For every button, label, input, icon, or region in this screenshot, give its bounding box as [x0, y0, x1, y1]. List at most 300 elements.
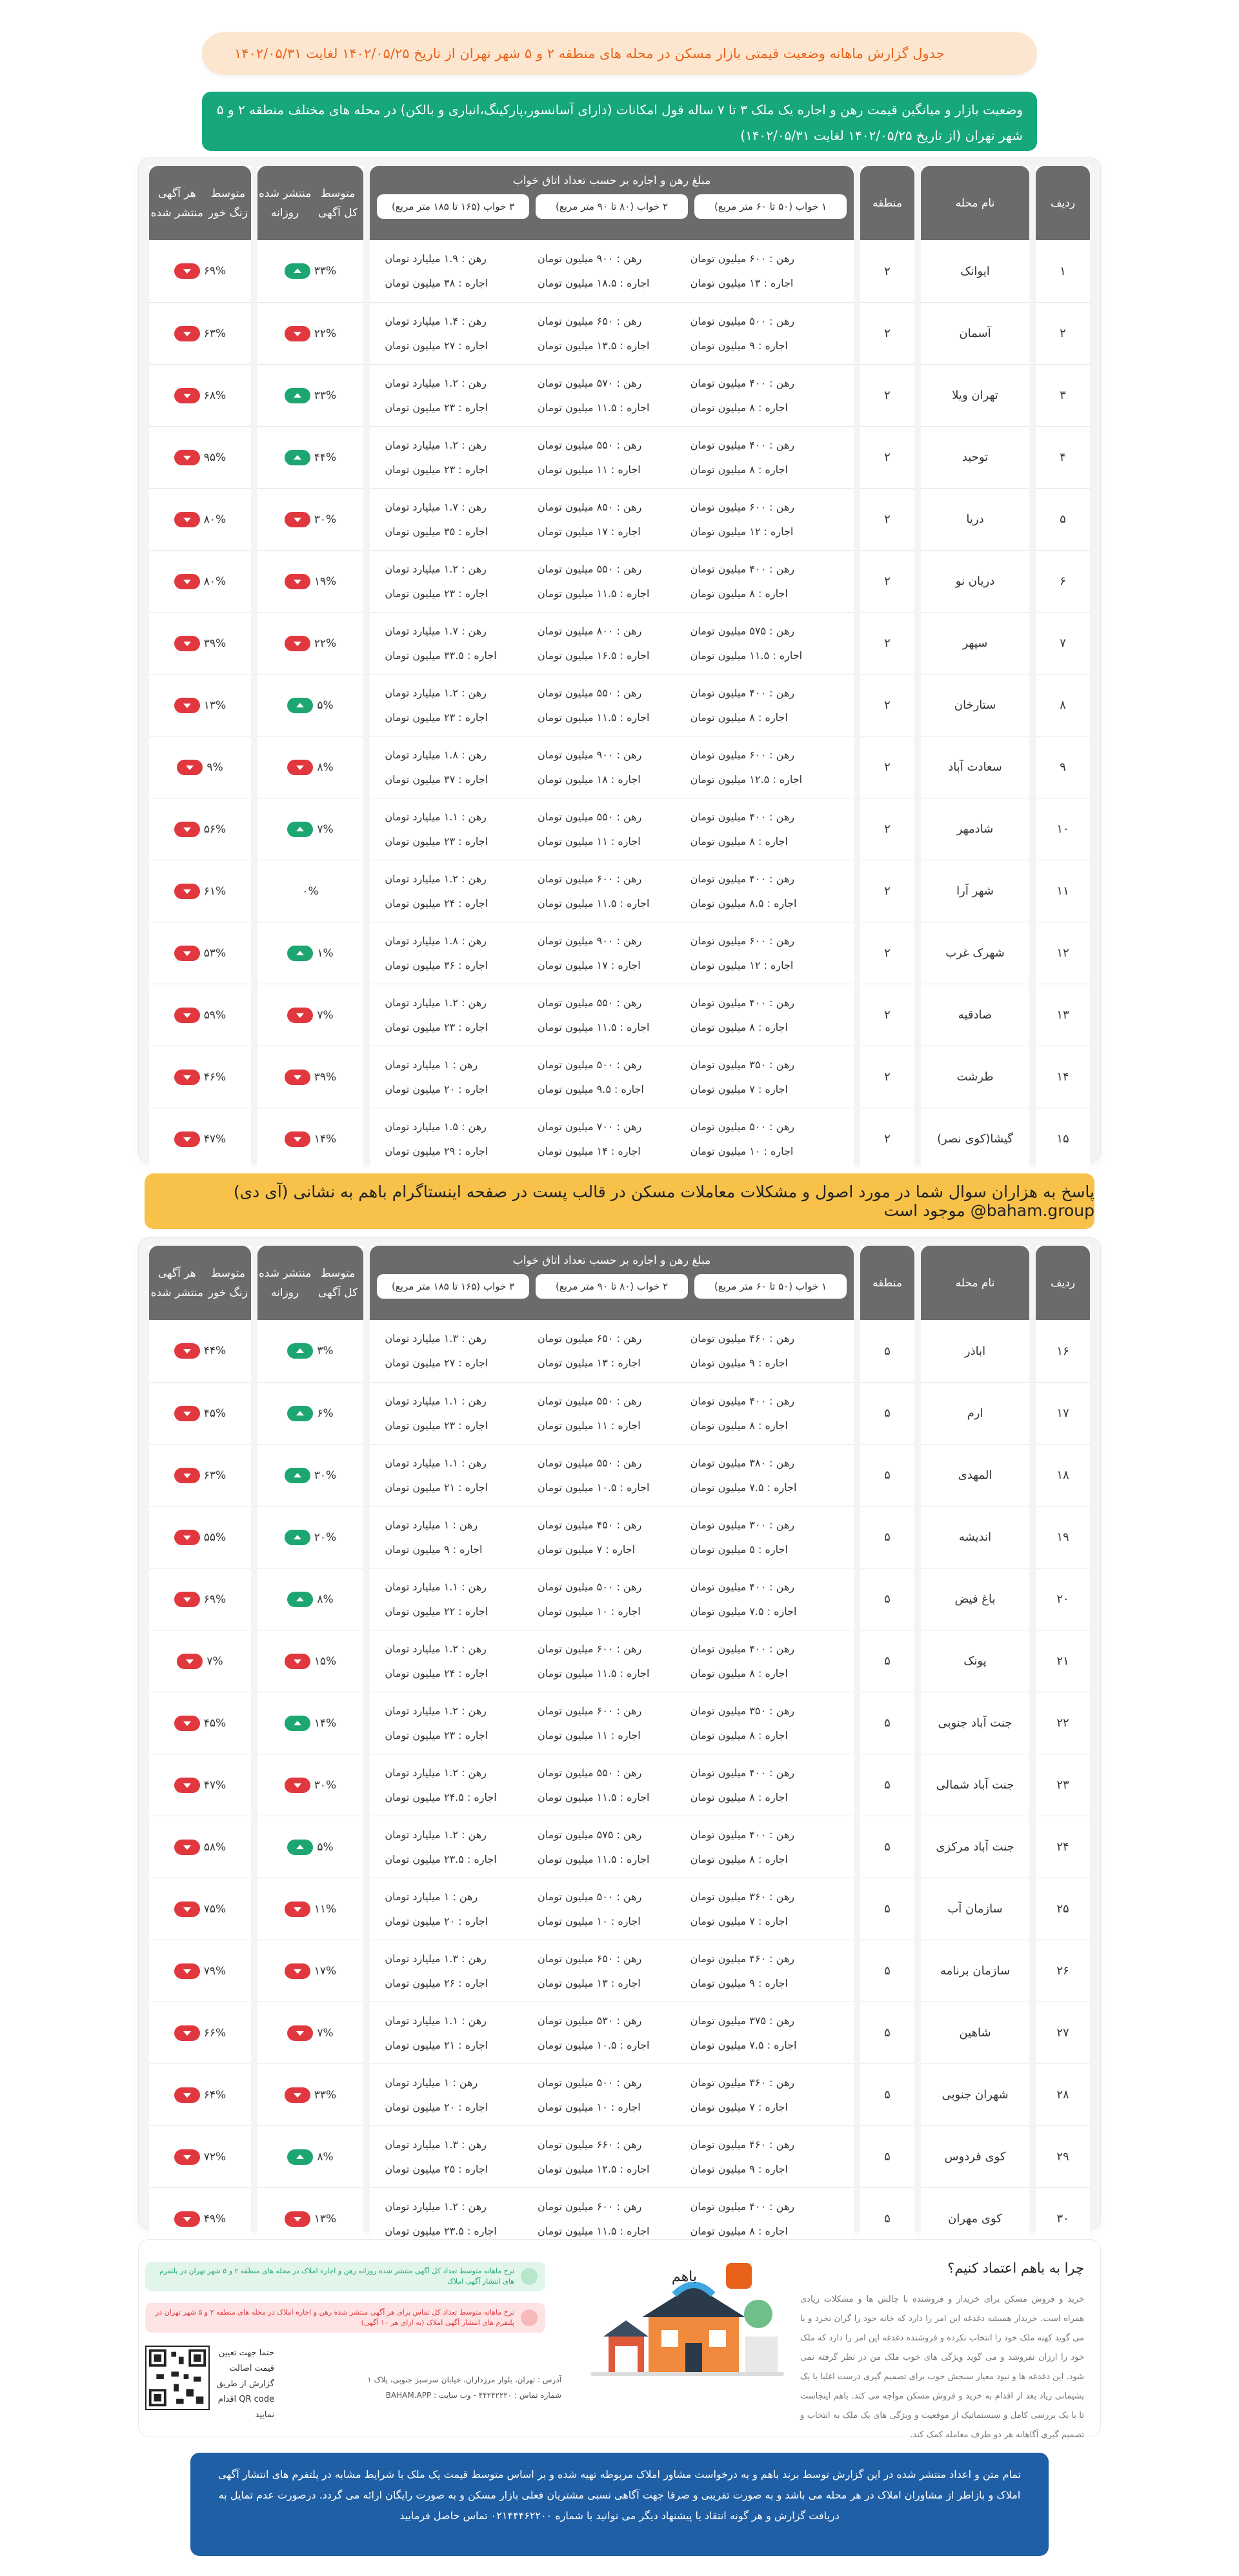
row-index: ۲۲: [1036, 1692, 1090, 1754]
header-prices: [370, 166, 854, 240]
avg-ads: [257, 302, 363, 364]
rent-price: اجاره : ۱۴ میلیون تومان: [538, 1144, 641, 1157]
rent-price: اجاره : ۱۱.۵ میلیون تومان: [538, 1790, 650, 1803]
arrow-down-icon: [177, 1654, 203, 1669]
avg-calls-value: ۸۰%: [203, 512, 227, 526]
arrow-down-icon: [174, 388, 200, 403]
rent-price: اجاره : ۲۰ میلیون تومان: [385, 1914, 489, 1927]
price-cell: [370, 984, 854, 1046]
neighborhood-name: المهدی: [921, 1444, 1029, 1506]
mortgage-price: رهن : ۳۷۵ میلیون تومان: [690, 2014, 794, 2027]
price-group-2-bedroom: [538, 1699, 686, 1748]
rent-price: اجاره : ۲۴ میلیون تومان: [385, 1667, 489, 1679]
row-index: ۱۹: [1036, 1506, 1090, 1568]
row-index: ۵: [1036, 488, 1090, 550]
price-group-1-bedroom: [690, 1575, 839, 1624]
rent-price: اجاره : ۹ میلیون تومان: [690, 1357, 788, 1369]
bedroom-pill-3: ۳ خواب (۱۶۵ تا ۱۸۵ متر مربع): [377, 1274, 529, 1299]
subtitle-line-1: وضعیت بازار و میانگین قیمت رهن و اجاره یک ملک ۳ تا ۷ ساله قول امکانات (دارای آسانسور،پارکینگ،انباری و بالکن) در محله های مختلف منطقه ۲ و ۵: [216, 102, 1023, 117]
neighborhood-name: شادمهر: [921, 798, 1029, 860]
table-row: [149, 1108, 1090, 1170]
avg-ads-badge: [285, 1654, 336, 1669]
neighborhood-name: کوی فردوس: [921, 2125, 1029, 2187]
price-group-3-bedroom: [385, 495, 533, 544]
neighborhood-name: سازمان برنامه: [921, 1940, 1029, 2002]
avg-ads-value: ۲۰%: [314, 1530, 337, 1544]
price-cell: [370, 240, 854, 302]
mortgage-price: رهن : ۹۰۰ میلیون تومان: [538, 748, 642, 761]
arrow-up-icon: [287, 2149, 313, 2165]
footer-card: [139, 2240, 1100, 2440]
rent-price: اجاره : ۲۴ میلیون تومان: [385, 897, 489, 909]
legend-red-text: نرخ ماهانه متوسط تعداد کل تماس برای هر آگهی منتشر شده رهن و اجاره املاک در محله های منطقه ۲ و ۵ شهر تهران در پلتفرم های انتشار آگهی املاک (به ازای هر ۱۰ آگهی): [155, 2308, 514, 2327]
rent-price: اجاره : ۲۷ میلیون تومان: [385, 1357, 489, 1369]
avg-calls-value: ۶۹%: [203, 265, 227, 278]
rent-price: اجاره : ۹.۵ میلیون تومان: [538, 1082, 644, 1095]
bedroom-pill-1: ۱ خواب (۵۰ تا ۶۰ متر مربع): [694, 1274, 847, 1299]
arrow-down-icon: [285, 1131, 310, 1147]
avg-ads: [257, 798, 363, 860]
price-group-3-bedroom: [385, 1451, 533, 1500]
region-number: ۵: [860, 1816, 914, 1878]
rent-price: اجاره : ۲۶ میلیون تومان: [385, 1976, 489, 1989]
region-number: ۵: [860, 2002, 914, 2064]
avg-calls-badge: [174, 1592, 226, 1607]
header-region-line-1: منطقه: [872, 1276, 902, 1290]
avg-ads: [257, 1108, 363, 1170]
arrow-down-icon: [174, 2025, 200, 2041]
region-number: ۵: [860, 1692, 914, 1754]
avg-ads-value: ۱۱%: [314, 1902, 337, 1916]
arrow-down-icon: [174, 1778, 200, 1793]
rent-price: اجاره : ۷ میلیون تومان: [690, 1914, 788, 1927]
mortgage-price: رهن : ۱.۲ میلیارد تومان: [385, 376, 487, 389]
rent-price: اجاره : ۲۳ میلیون تومان: [385, 1419, 489, 1432]
avg-ads: [257, 1630, 363, 1692]
rent-price: اجاره : ۹ میلیون تومان: [385, 1543, 483, 1556]
row-index: ۱۰: [1036, 798, 1090, 860]
mortgage-price: رهن : ۶۰۰ میلیون تومان: [538, 2200, 642, 2213]
rent-price: اجاره : ۸ میلیون تومان: [690, 1790, 788, 1803]
row-index: ۱: [1060, 264, 1066, 278]
rent-price: اجاره : ۱۸.۵ میلیون تومان: [538, 277, 650, 289]
row-index: ۲۸: [1036, 2064, 1090, 2125]
rent-price: اجاره : ۱۸ میلیون تومان: [538, 773, 641, 786]
avg-ads-badge: [287, 1840, 333, 1855]
neighborhood-name: شهر آرا: [921, 860, 1029, 922]
mortgage-price: رهن : ۶۰۰ میلیون تومان: [690, 748, 794, 761]
avg-ads-badge: [287, 760, 333, 775]
price-group-3-bedroom: [385, 681, 533, 730]
region-number: ۲: [860, 550, 914, 612]
region-number: ۵: [884, 1344, 891, 1358]
price-cell: [370, 674, 854, 736]
price-cell: [370, 2064, 854, 2125]
legend-green-text: نرخ ماهانه متوسط تعداد کل آگهی منتشر شده روزانه رهن و اجاره املاک در محله های منطقه ۲ و ۵ شهر تهران در پلتفرم های انتشار آگهی املاک: [159, 2267, 514, 2286]
price-group-3-bedroom: [385, 743, 533, 792]
header-prices-title: مبلغ رهن و اجاره بر حسب تعداد اتاق خواب: [512, 1254, 711, 1267]
mortgage-price: رهن : ۱ میلیارد تومان: [385, 1058, 478, 1071]
avg-calls-badge: [174, 512, 226, 527]
row-index: ۲۶: [1036, 1940, 1090, 2002]
avg-calls-value: ۴۷%: [203, 1132, 227, 1146]
mortgage-price: رهن : ۱.۵ میلیارد تومان: [385, 1120, 487, 1133]
price-group-1-bedroom: [690, 1053, 839, 1102]
row-index: ۲۴: [1036, 1816, 1090, 1878]
disclaimer: تمام متن و اعداد منتشر شده در این گزارش توسط برند باهم و به درخواست مشاور املاک مربوطه تهیه شده و بر اساس متوسط قیمت یک ملک با شرایط مشابه در پلتفرم های انتشار آگهی املاک و بازاطر از مشاوران املاک در هر محله می باشد و به صورت تقریبی و صرفا جهت آگاهی نسبی مشتریان فعلی بازار مسکن و به صورت رایگان ارائه می گردد. درصورت عدم تمایل به دریافت گزارش و هر گونه انتقاد یا پیشنهاد دیگر می توانید با شماره ۰۲۱۴۴۴۶۲۲۰۰ تماس حاصل فرمایید: [190, 2453, 1049, 2556]
rent-price: اجاره : ۲۳ میلیون تومان: [385, 835, 489, 847]
mortgage-price: رهن : ۴۰۰ میلیون تومان: [690, 1580, 794, 1593]
mortgage-price: رهن : ۶۶۰ میلیون تومان: [538, 2138, 642, 2151]
mortgage-price: رهن : ۱.۲ میلیارد تومان: [385, 1642, 487, 1655]
qr-code-icon[interactable]: [145, 2346, 210, 2410]
mortgage-price: رهن : ۴۶۰ میلیون تومان: [690, 2138, 794, 2151]
avg-calls-badge: [174, 1131, 226, 1147]
avg-calls: [149, 550, 251, 612]
price-group-1-bedroom: [690, 2071, 839, 2120]
qr-instructions: حتما جهت تعیین قیمت اصالت گزارش از طریق QR code اقدام نمایید: [216, 2348, 274, 2420]
avg-ads-value: ۰%: [302, 884, 319, 898]
avg-ads: [257, 488, 363, 550]
rent-price: اجاره : ۱۲ میلیون تومان: [690, 525, 794, 538]
price-group-3-bedroom: [385, 867, 533, 916]
mortgage-price: رهن : ۱.۱ میلیارد تومان: [385, 1394, 487, 1407]
avg-calls: [149, 1444, 251, 1506]
avg-ads-badge: [285, 1070, 336, 1085]
neighborhood-name: آسمان: [921, 302, 1029, 364]
report-subtitle: [202, 92, 1037, 151]
price-group-1-bedroom: [690, 2195, 839, 2244]
avg-ads-value: ۷%: [317, 2026, 334, 2040]
rent-price: اجاره : ۷ میلیون تومان: [690, 2100, 788, 2113]
avg-calls: [149, 2125, 251, 2187]
mortgage-price: رهن : ۴۰۰ میلیون تومان: [690, 438, 794, 451]
arrow-down-icon: [174, 450, 200, 465]
avg-calls-badge: [174, 450, 226, 465]
table-row: [149, 364, 1090, 426]
region-number: ۲: [860, 984, 914, 1046]
arrow-up-icon: [287, 1840, 313, 1855]
price-group-2-bedroom: [538, 557, 686, 606]
price-group-3-bedroom: [385, 929, 533, 978]
rent-price: اجاره : ۷.۵ میلیون تومان: [690, 1605, 797, 1618]
rent-price: اجاره : ۷ میلیون تومان: [690, 1082, 788, 1095]
header-region: [860, 1246, 914, 1320]
price-group-1-bedroom: [690, 2009, 839, 2058]
price-cell: [370, 922, 854, 984]
avg-ads-badge: [285, 388, 336, 403]
mortgage-price: رهن : ۱.۸ میلیارد تومان: [385, 748, 487, 761]
mortgage-price: رهن : ۳۶۰ میلیون تومان: [690, 2076, 794, 2089]
arrow-up-icon: [287, 1592, 313, 1607]
header-index-line-1: ردیف: [1050, 1276, 1076, 1290]
row-index: ۲۵: [1036, 1878, 1090, 1940]
arrow-down-icon: [287, 760, 313, 775]
avg-calls-badge: [174, 1716, 226, 1731]
mortgage-price: رهن : ۳۰۰ میلیون تومان: [690, 1518, 794, 1531]
table-row: [149, 2064, 1090, 2125]
price-cell: [370, 426, 854, 488]
avg-ads-value: ۲۲%: [314, 636, 337, 650]
avg-calls: [149, 2064, 251, 2125]
rent-price: اجاره : ۱۱.۵ میلیون تومان: [538, 897, 650, 909]
avg-ads: [257, 984, 363, 1046]
mortgage-price: رهن : ۸۰۰ میلیون تومان: [538, 624, 642, 637]
avg-ads-value: ۱۴%: [314, 1716, 337, 1730]
mortgage-price: رهن : ۶۵۰ میلیون تومان: [538, 314, 642, 327]
price-group-2-bedroom: [538, 1823, 686, 1872]
price-group-1-bedroom: [690, 991, 839, 1040]
mortgage-price: رهن : ۵۰۰ میلیون تومان: [538, 2076, 642, 2089]
mortgage-price: رهن : ۱.۹ میلیارد تومان: [385, 252, 487, 265]
price-cell: [370, 302, 854, 364]
mortgage-price: رهن : ۶۰۰ میلیون تومان: [690, 252, 794, 265]
mortgage-price: رهن : ۱.۳ میلیارد تومان: [385, 2138, 487, 2151]
arrow-down-icon: [174, 1343, 200, 1359]
price-group-1-bedroom: [690, 1885, 839, 1934]
avg-ads-value: ۳۳%: [314, 2088, 337, 2102]
bedroom-pills: [377, 1274, 847, 1299]
price-group-1-bedroom: [690, 1947, 839, 1996]
arrow-down-icon: [174, 1902, 200, 1917]
rent-price: اجاره : ۲۲ میلیون تومان: [385, 1605, 489, 1618]
rent-price: اجاره : ۱۶.۵ میلیون تومان: [538, 649, 650, 662]
arrow-down-icon: [285, 636, 310, 651]
price-group-2-bedroom: [538, 1885, 686, 1934]
mortgage-price: رهن : ۱.۱ میلیارد تومان: [385, 810, 487, 823]
mortgage-price: رهن : ۱.۲ میلیارد تومان: [385, 1828, 487, 1841]
rent-price: اجاره : ۱۱.۵ میلیون تومان: [538, 401, 650, 414]
rent-price: اجاره : ۲۳ میلیون تومان: [385, 1020, 489, 1033]
avg-ads-badge: [285, 263, 336, 279]
mortgage-price: رهن : ۴۵۰ میلیون تومان: [538, 1518, 642, 1531]
price-group-3-bedroom: [385, 1699, 533, 1748]
region-number: ۵: [860, 1878, 914, 1940]
avg-ads-value: ۵%: [317, 698, 334, 712]
price-group-1-bedroom: [690, 1699, 839, 1748]
rent-price: اجاره : ۱۳ میلیون تومان: [538, 1357, 641, 1369]
avg-calls-value: ۷۵%: [203, 1902, 227, 1916]
region-number: ۵: [860, 1444, 914, 1506]
avg-ads-badge: [285, 636, 336, 651]
rent-price: اجاره : ۳۸ میلیون تومان: [385, 277, 489, 289]
avg-calls-value: ۴۶%: [203, 1070, 227, 1084]
price-group-1-bedroom: [690, 805, 839, 854]
avg-ads-value: ۳۳%: [314, 389, 337, 402]
rent-price: اجاره : ۵ میلیون تومان: [690, 1543, 788, 1556]
mortgage-price: رهن : ۶۰۰ میلیون تومان: [690, 934, 794, 947]
price-group-3-bedroom: [385, 247, 533, 296]
avg-calls: [149, 302, 251, 364]
svg-text:باهم: باهم: [671, 2269, 697, 2285]
mortgage-price: رهن : ۴۰۰ میلیون تومان: [690, 1642, 794, 1655]
table-row: [149, 1568, 1090, 1630]
rent-price: اجاره : ۱۰.۵ میلیون تومان: [538, 1481, 650, 1494]
price-group-2-bedroom: [538, 2133, 686, 2182]
price-group-3-bedroom: [385, 309, 533, 358]
arrow-down-icon: [174, 698, 200, 713]
green-dot-icon: [521, 2268, 538, 2285]
neighborhood-name: اندیشه: [921, 1506, 1029, 1568]
rent-price: اجاره : ۲۹ میلیون تومان: [385, 1144, 489, 1157]
table-row: [149, 1940, 1090, 2002]
avg-ads-badge: [287, 1008, 333, 1023]
region-number: ۵: [860, 1382, 914, 1444]
rent-price: اجاره : ۸ میلیون تومان: [690, 1729, 788, 1741]
price-group-3-bedroom: [385, 557, 533, 606]
price-cell: [370, 1506, 854, 1568]
arrow-up-icon: [287, 698, 313, 713]
table-row: [149, 1630, 1090, 1692]
price-group-2-bedroom: [538, 805, 686, 854]
avg-calls: [149, 240, 251, 302]
rent-price: اجاره : ۱۰ میلیون تومان: [538, 2100, 641, 2113]
avg-calls-value: ۶۱%: [203, 884, 227, 898]
rent-price: اجاره : ۳۷ میلیون تومان: [385, 773, 489, 786]
price-group-2-bedroom: [538, 1053, 686, 1102]
avg-calls-value: ۶۸%: [203, 389, 227, 402]
avg-ads-value: ۱۳%: [314, 2212, 337, 2226]
neighborhood-name: ستارخان: [921, 674, 1029, 736]
price-group-2-bedroom: [538, 433, 686, 482]
arrow-down-icon: [285, 2087, 310, 2103]
rent-price: اجاره : ۱۱.۵ میلیون تومان: [538, 711, 650, 724]
rent-price: اجاره : ۱۷ میلیون تومان: [538, 958, 641, 971]
table-row: [149, 1506, 1090, 1568]
header-avg-ads-line-1: متوسط کل آگهی: [318, 1266, 358, 1299]
avg-calls-value: ۴۵%: [203, 1716, 227, 1730]
mortgage-price: رهن : ۵۵۰ میلیون تومان: [538, 686, 642, 699]
red-dot-icon: [521, 2309, 538, 2326]
header-avg-calls-line-1: متوسط زنگ خور: [208, 1266, 248, 1299]
price-cell: [370, 1320, 854, 1382]
row-index: ۲: [1036, 302, 1090, 364]
region-number: ۵: [860, 2064, 914, 2125]
mortgage-price: رهن : ۴۰۰ میلیون تومان: [690, 996, 794, 1009]
price-group-1-bedroom: [690, 1389, 839, 1438]
mortgage-price: رهن : ۵۰۰ میلیون تومان: [538, 1058, 642, 1071]
price-group-2-bedroom: [538, 1761, 686, 1810]
avg-calls: [149, 860, 251, 922]
mortgage-price: رهن : ۳۵۰ میلیون تومان: [690, 1704, 794, 1717]
price-group-3-bedroom: [385, 1389, 533, 1438]
mortgage-price: رهن : ۵۵۰ میلیون تومان: [538, 438, 642, 451]
mortgage-price: رهن : ۵۰۰ میلیون تومان: [690, 314, 794, 327]
avg-calls: [149, 1630, 251, 1692]
avg-ads: [257, 736, 363, 798]
avg-calls-badge: [174, 1902, 226, 1917]
price-cell: [370, 798, 854, 860]
region-number: ۵: [860, 2125, 914, 2187]
avg-ads: [257, 550, 363, 612]
price-group-3-bedroom: [385, 1326, 533, 1375]
mortgage-price: رهن : ۱.۴ میلیارد تومان: [385, 314, 487, 327]
mortgage-price: رهن : ۵۷۰ میلیون تومان: [538, 376, 642, 389]
header-region-line-1: منطقه: [872, 196, 902, 210]
price-group-1-bedroom: [690, 1513, 839, 1562]
avg-calls-badge: [174, 1778, 226, 1793]
mortgage-price: رهن : ۳۶۰ میلیون تومان: [690, 1890, 794, 1903]
mortgage-price: رهن : ۴۰۰ میلیون تومان: [690, 1766, 794, 1779]
price-cell: [370, 736, 854, 798]
avg-calls: [149, 1754, 251, 1816]
price-group-1-bedroom: [690, 929, 839, 978]
avg-ads-badge: [285, 2211, 336, 2227]
avg-calls-badge: [174, 1530, 226, 1545]
mortgage-price: رهن : ۳۸۰ میلیون تومان: [690, 1456, 794, 1469]
avg-calls: [149, 674, 251, 736]
row-index: ۱۲: [1036, 922, 1090, 984]
arrow-down-icon: [174, 2087, 200, 2103]
rent-price: اجاره : ۲۱ میلیون تومان: [385, 2038, 489, 2051]
avg-calls: [149, 1506, 251, 1568]
avg-calls-value: ۷۲%: [203, 2150, 227, 2164]
region-number: ۲: [860, 798, 914, 860]
mortgage-price: رهن : ۴۰۰ میلیون تومان: [690, 810, 794, 823]
price-group-3-bedroom: [385, 1053, 533, 1102]
mortgage-price: رهن : ۷۰۰ میلیون تومان: [538, 1120, 642, 1133]
mortgage-price: رهن : ۵۷۵ میلیون تومان: [538, 1828, 642, 1841]
avg-calls: [149, 488, 251, 550]
price-cell: [370, 1630, 854, 1692]
mortgage-price: رهن : ۴۰۰ میلیون تومان: [690, 1394, 794, 1407]
price-group-2-bedroom: [538, 1947, 686, 1996]
table-row: [149, 426, 1090, 488]
why-text: خرید و فروش مسکن برای خریدار و فروشنده با چالش ها و مشکلات زیادی همراه است. خریدار همیشه دغدغه این امر را دارد که خانه خود را گران نخرد و یا می گوید کهنه ملک خود را انتخاب نکرده و فروشنده دغدغه این امر را دارد که ملک خود را ارزان نفروشد و می گوید ویژگی های خوب ملک من در نظر گرفته نمی شود. این دغدغه ها و نبود معیار سنجش خوب برای تصمیم گیری درست اغلبا با یک پشیمانی زیاد بعد از اقدام به خرید و فروش مسکن مواجه می کند. باهم اینجاست تا با یک بررسی کامل و سیستماتیک از موقعیت و ویژگی های یک ملک به انتخاب و تصمیم گیری آگاهانه هر دو طرف معامله کمک کند.: [800, 2295, 1084, 2440]
avg-ads-value: ۴۴%: [314, 451, 337, 464]
avg-calls-value: ۶۳%: [203, 1468, 227, 1482]
arrow-down-icon: [174, 512, 200, 527]
avg-calls: [149, 1940, 251, 2002]
neighborhood-name: گیشا(کوی نصر): [921, 1108, 1029, 1170]
header-avg-calls-line-2: هر آگهی منتشر شده: [150, 1266, 203, 1299]
avg-calls-badge: [174, 326, 226, 341]
avg-ads-value: ۳۳%: [314, 265, 337, 278]
neighborhood-name: شهرک غرب: [921, 922, 1029, 984]
region-number: ۲: [860, 1108, 914, 1170]
avg-ads: [257, 1506, 363, 1568]
avg-ads-value: ۳۰%: [314, 512, 337, 526]
avg-calls-badge: [174, 2149, 226, 2165]
price-cell: [370, 364, 854, 426]
rent-price: اجاره : ۸ میلیون تومان: [690, 463, 788, 476]
arrow-down-icon: [174, 884, 200, 899]
bedroom-pill-2: ۲ خواب (۸۰ تا ۹۰ متر مربع): [536, 194, 688, 219]
avg-ads-value: ۲۲%: [314, 327, 337, 340]
avg-calls-badge: [174, 1070, 226, 1085]
rent-price: اجاره : ۱۰ میلیون تومان: [538, 1605, 641, 1618]
mortgage-price: رهن : ۸۵۰ میلیون تومان: [538, 500, 642, 513]
arrow-down-icon: [174, 2211, 200, 2227]
avg-ads-badge: [285, 1716, 336, 1731]
neighborhood-name: اباذر: [964, 1344, 986, 1358]
avg-calls: [149, 1320, 251, 1382]
header-index-line-1: ردیف: [1050, 196, 1076, 210]
region-number: ۲: [860, 674, 914, 736]
rent-price: اجاره : ۱۰ میلیون تومان: [690, 1144, 794, 1157]
avg-calls-value: ۳۹%: [203, 636, 227, 650]
avg-calls-badge: [174, 263, 226, 279]
price-cell: [370, 1108, 854, 1170]
price-group-2-bedroom: [538, 1451, 686, 1500]
price-group-1-bedroom: [690, 495, 839, 544]
header-avg-ads-line-2: منتشر شده روزانه: [258, 1266, 312, 1299]
price-group-3-bedroom: [385, 433, 533, 482]
arrow-down-icon: [174, 1530, 200, 1545]
table-row: [149, 1320, 1090, 1382]
arrow-down-icon: [285, 1963, 310, 1979]
table-row: [149, 1754, 1090, 1816]
